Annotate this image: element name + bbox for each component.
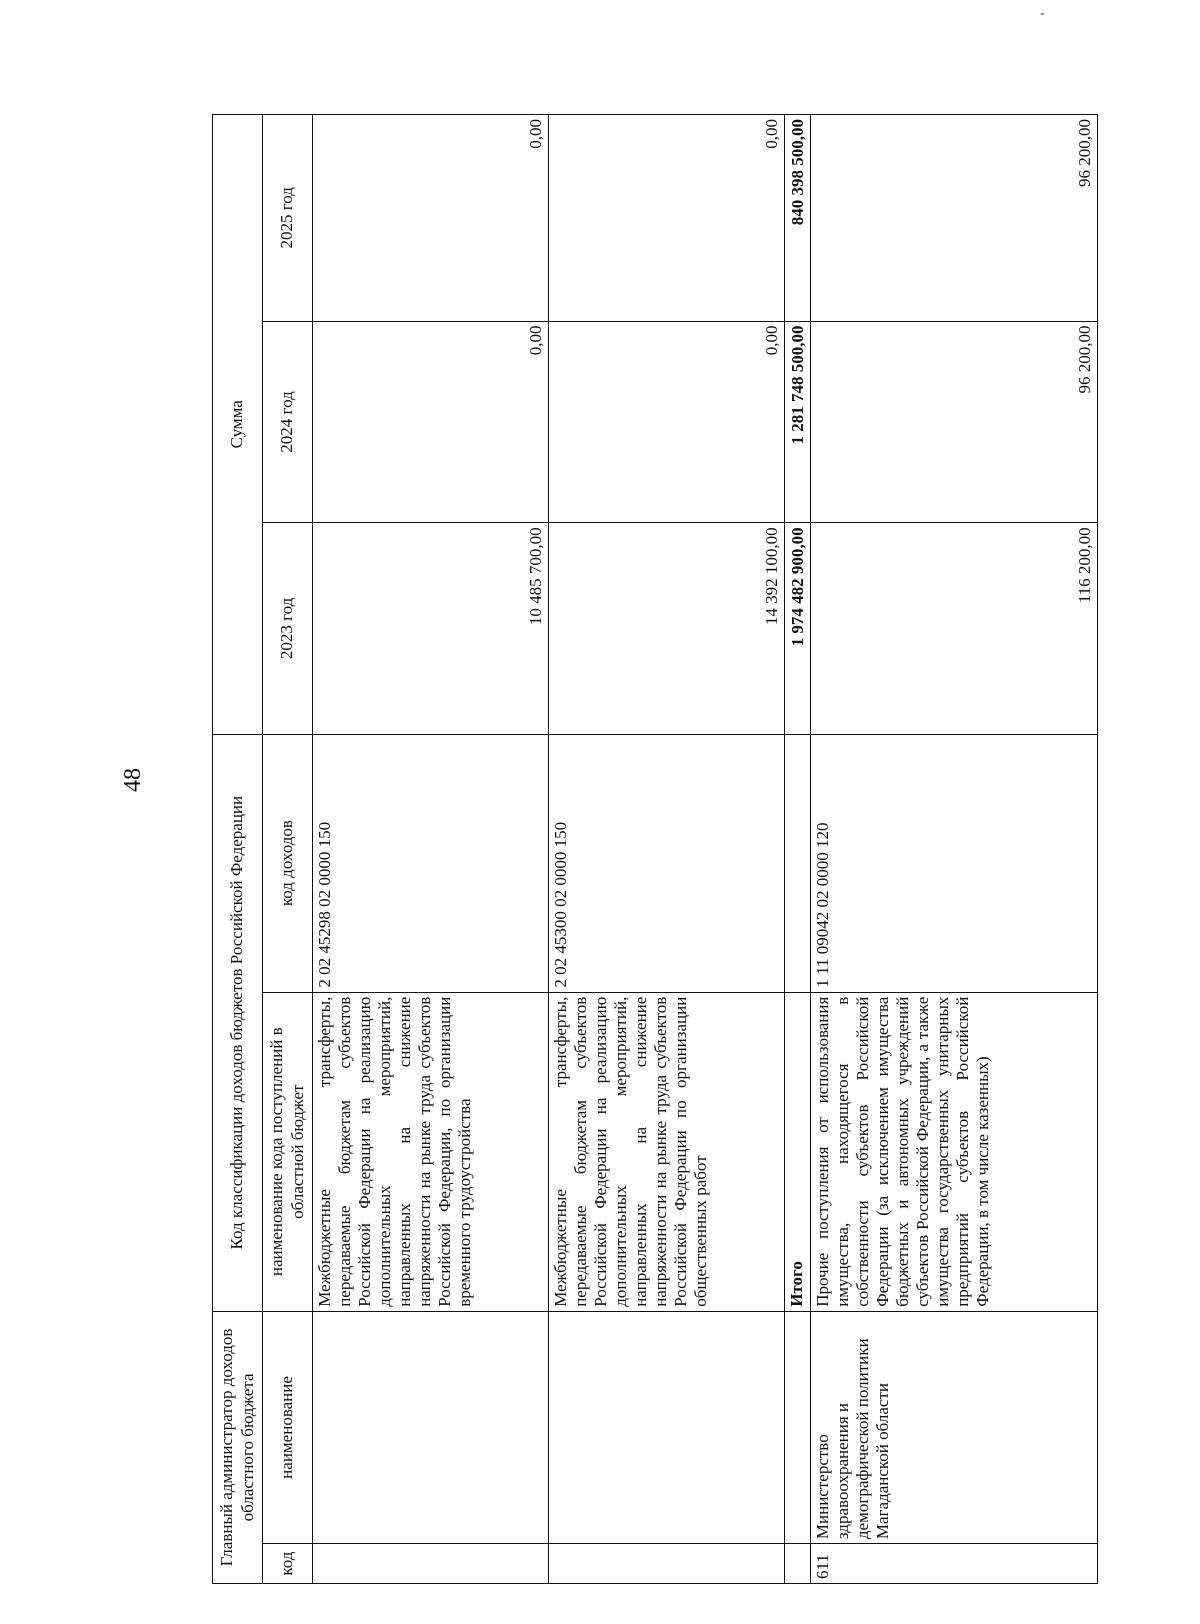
row-code (313, 1544, 549, 1584)
col-2025-header: 2025 год (263, 115, 313, 322)
row-admin-name: Министерство здравоохранения и демографической политики Магаданской области (811, 1311, 1098, 1543)
row-income-code: 2 02 45298 02 0000 150 (313, 734, 549, 992)
table-row (549, 115, 785, 1584)
row-admin-name (313, 1311, 549, 1543)
row-value-2025: 0,00 (313, 115, 549, 322)
row-code: 611 (811, 1544, 1098, 1584)
admin-group-header: Главный администратор доходов областного бюджета (213, 1311, 263, 1583)
total-label: Итого (785, 992, 811, 1311)
row-value-2024: 0,00 (549, 321, 785, 523)
col-receipt-name-header: наименование кода поступлений в областной бюджет (263, 992, 313, 1311)
row-receipt-name: Межбюджетные трансферты, передаваемые бюджетам субъектов Российской Федерации на реализацию дополнительных мероприятий, направленных на снижение напряженности на рынке труда субъектов Российской Федерации по организации общественных работ (549, 992, 785, 1311)
col-name-header: наименование (263, 1311, 313, 1543)
row-value-2023: 14 392 100,00 (549, 523, 785, 734)
total-value-2025: 840 398 500,00 (785, 115, 811, 322)
row-value-2023: 10 485 700,00 (313, 523, 549, 734)
corner-mark: - (1040, 6, 1045, 21)
total-code-cell (785, 1544, 811, 1584)
row-value-2024: 96 200,00 (811, 321, 1098, 523)
total-value-2023: 1 974 482 900,00 (785, 523, 811, 734)
total-name-cell (785, 1311, 811, 1543)
row-admin-name (549, 1311, 785, 1543)
row-value-2025: 96 200,00 (811, 115, 1098, 322)
row-value-2025: 0,00 (549, 115, 785, 322)
col-income-code-header: код доходов (263, 734, 313, 992)
row-value-2023: 116 200,00 (811, 523, 1098, 734)
page-number: 48 (120, 768, 146, 792)
row-value-2024: 0,00 (313, 321, 549, 523)
col-code-header: код (263, 1544, 313, 1584)
col-2023-header: 2023 год (263, 523, 313, 734)
row-income-code: 2 02 45300 02 0000 150 (549, 734, 785, 992)
classification-group-header: Код классификации доходов бюджетов Российской Федерации (213, 734, 263, 1311)
row-income-code: 1 11 09042 02 0000 120 (811, 734, 1098, 992)
sum-group-header: Сумма (213, 115, 263, 735)
table-row (313, 115, 549, 1584)
total-row (785, 115, 811, 1584)
total-value-2024: 1 281 748 500,00 (785, 321, 811, 523)
col-2024-header: 2024 год (263, 321, 313, 523)
budget-revenue-table (212, 114, 1098, 1584)
header-row-2 (263, 115, 313, 1584)
rotated-table-container (212, 114, 1098, 1584)
header-row-1 (213, 115, 263, 1584)
row-code (549, 1544, 785, 1584)
row-receipt-name: Межбюджетные трансферты, передаваемые бюджетам субъектов Российской Федерации на реализацию дополнительных мероприятий, направленных на снижение напряженности на рынке труда субъектов Российской Федерации, по организации временного трудоустройства (313, 992, 549, 1311)
total-income-code-cell (785, 734, 811, 992)
row-receipt-name: Прочие поступления от использования имущества, находящегося в собственности субъектов Российской Федерации (за исключением имущества бюджетных и автономных учреждений субъектов Российской Федерации, а также имущества государственных унитарных предприятий субъектов Российской Федерации, в том числе казенных) (811, 992, 1098, 1311)
table-row (811, 115, 1098, 1584)
